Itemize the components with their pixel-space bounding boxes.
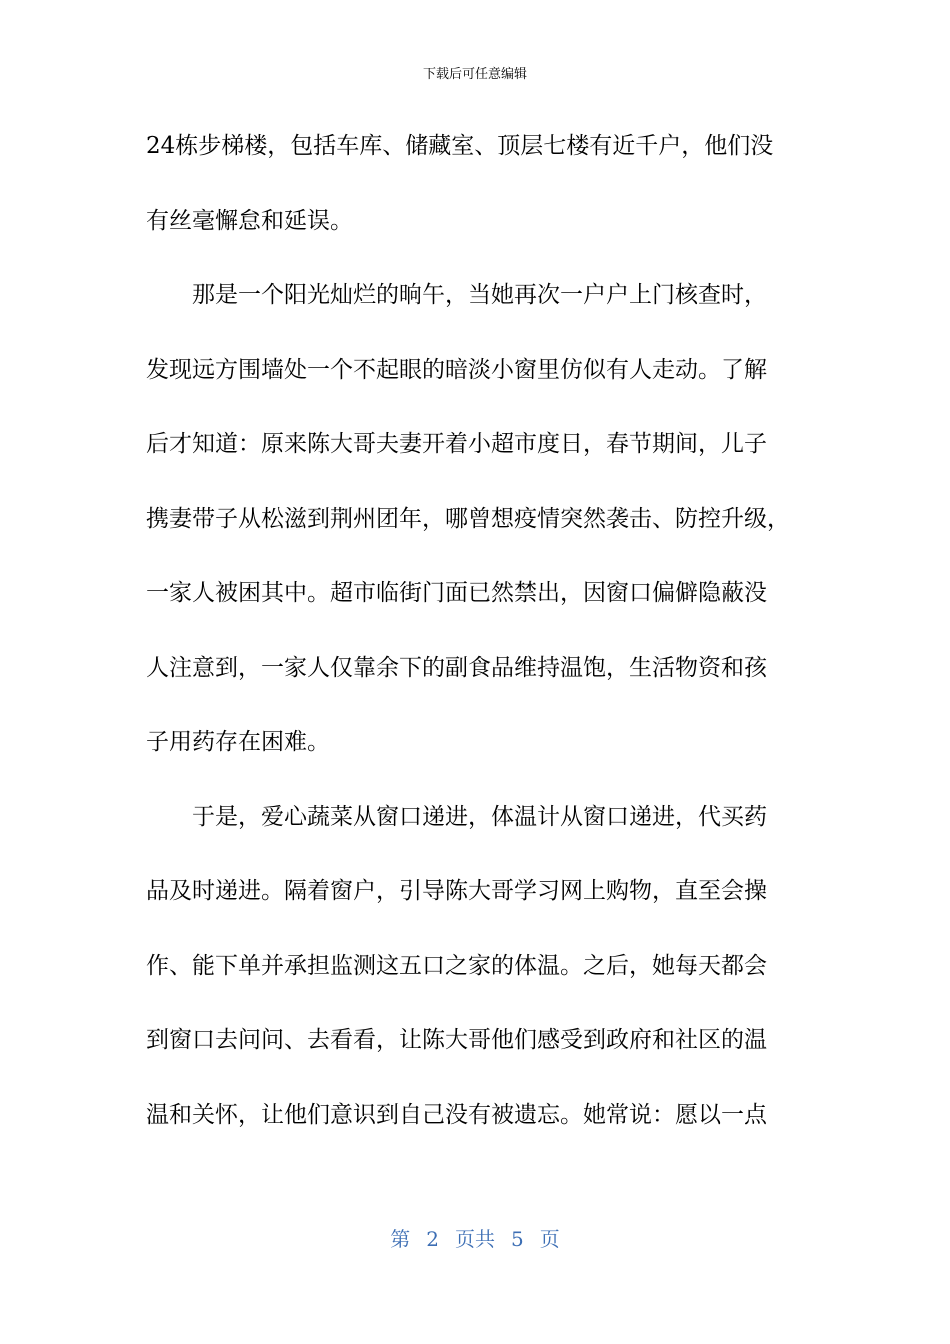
text-line: 子用药存在困难。: [146, 729, 330, 755]
footer-ye-gong: 页共: [455, 1227, 495, 1251]
footer-total-pages: 5: [511, 1227, 524, 1251]
page-header: 下载后可任意编辑: [422, 67, 527, 82]
footer-ye: 页: [539, 1227, 560, 1251]
text-line: 携妻带子从松滋到荆州团年，哪曾想疫情突然袭击、防控升级，: [146, 505, 790, 532]
text-line: 于是，爱心蔬菜从窗口递进，体温计从窗口递进，代买药: [192, 803, 767, 830]
text-line: 那是一个阳光灿烂的晌午，当她再次一户户上门核查时，: [192, 282, 767, 308]
text-line: 一家人被困其中。超市临街门面已然禁出，因窗口偏僻隐蔽没: [146, 580, 767, 606]
text-line: 作、能下单并承担监测这五口之家的体温。之后，她每天都会: [146, 952, 767, 979]
document-body: [146, 124, 806, 1167]
text-line: 后才知道：原来陈大哥夫妻开着小超市度日，春节期间，儿子: [146, 431, 767, 457]
text-line: 温和关怀，让他们意识到自己没有被遗忘。她常说：愿以一点: [146, 1101, 767, 1128]
text-line: 品及时递进。隔着窗户，引导陈大哥学习网上购物，直至会操: [146, 878, 767, 904]
text-line: 发现远方围墙处一个不起眼的暗淡小窗里仿似有人走动。了解: [146, 356, 767, 383]
footer-di: 第: [390, 1227, 411, 1251]
text-line: 有丝毫懈怠和延误。: [146, 207, 353, 234]
text-line: 人注意到，一家人仅靠余下的副食品维持温饱，生活物资和孩: [146, 654, 767, 681]
page-footer: [0, 1226, 950, 1252]
text-line: 24栋步梯楼，包括车库、储藏室、顶层七楼有近千户，他们没: [146, 133, 774, 159]
text-line: 到窗口去问问、去看看，让陈大哥他们感受到政府和社区的温: [146, 1027, 767, 1053]
footer-page-number: 2: [426, 1227, 439, 1251]
